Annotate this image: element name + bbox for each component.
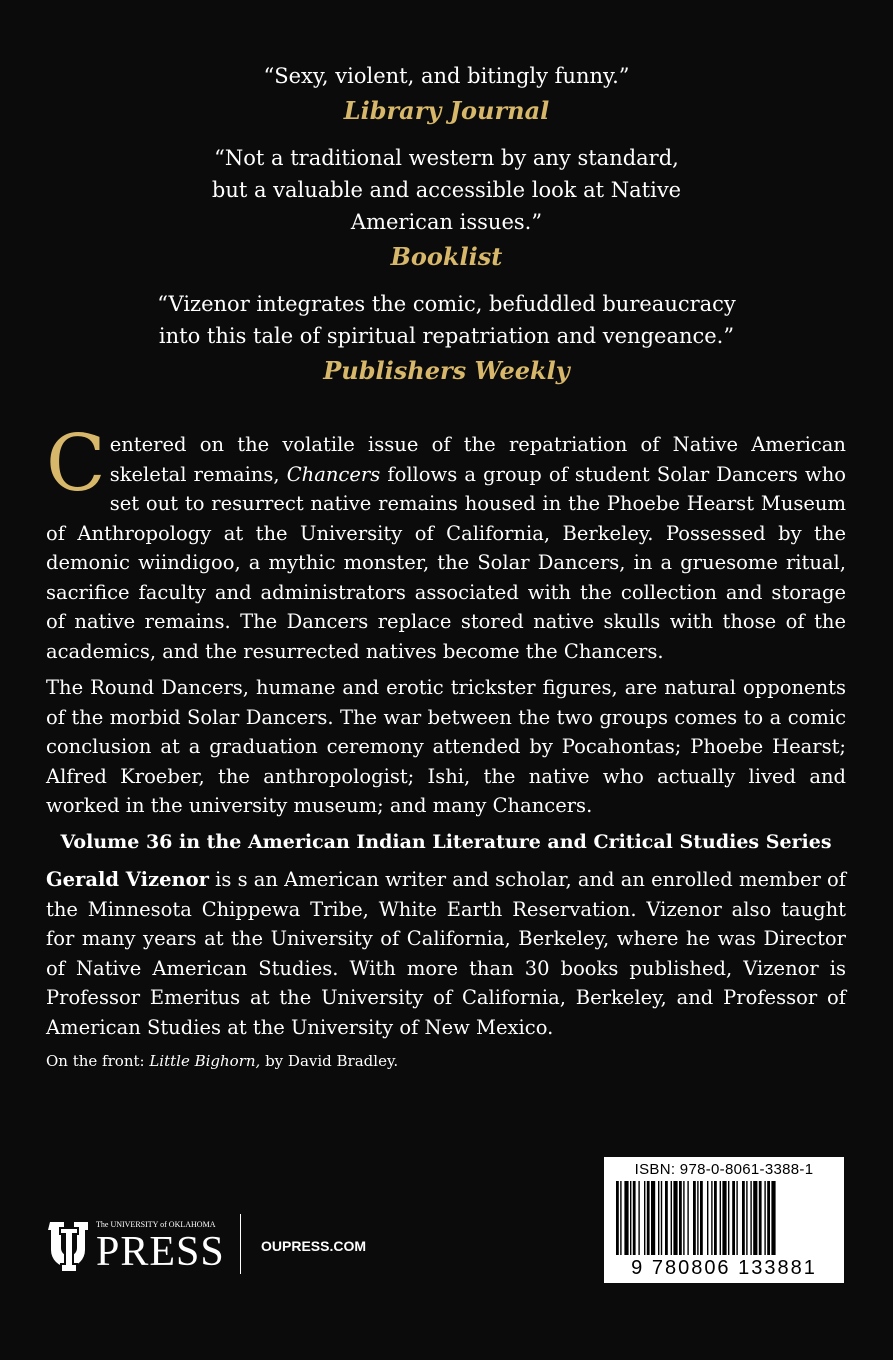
barcode-bar xyxy=(746,1181,747,1255)
credit-title: Little Bighorn, xyxy=(149,1052,261,1070)
isbn-barcode xyxy=(604,1157,844,1283)
barcode-bar xyxy=(720,1181,721,1255)
barcode-bar xyxy=(728,1181,729,1255)
barcode-bar xyxy=(633,1181,636,1255)
author-bio-text: is s an American writer and scholar, and an enrolled member of the Minnesota Chippewa Tribe, White Earth Reservation. Vizenor also taught for many years at the University of California, Berkeley, where he was Director of Native American Studies. With more than 30 books published, Vizenor is Professor Emeritus at the University of California, Berkeley, and Professor of American Studies at the University of New Mexico. xyxy=(46,868,846,1039)
barcode-bar xyxy=(679,1181,682,1255)
barcode-bar xyxy=(647,1181,650,1255)
barcode-bar xyxy=(742,1181,745,1255)
barcode-icon xyxy=(612,1181,836,1259)
barcode-bar xyxy=(707,1181,708,1255)
cover-credit xyxy=(46,1050,846,1072)
barcode-bar xyxy=(711,1181,712,1255)
barcode-bar xyxy=(661,1181,662,1255)
quote-3-source: Publishers Weekly xyxy=(323,356,570,385)
press-word: PRESS xyxy=(96,1229,225,1275)
barcode-bar xyxy=(620,1181,621,1255)
publisher-url: OUPRESS.COM xyxy=(261,1238,367,1254)
barcode-bar xyxy=(673,1181,677,1255)
book-description xyxy=(46,419,846,1079)
barcode-bar xyxy=(732,1181,735,1255)
barcode-bar xyxy=(693,1181,696,1255)
barcode-bar xyxy=(658,1181,659,1255)
barcode-bar xyxy=(700,1181,703,1255)
barcode-bar xyxy=(767,1181,770,1255)
barcode-bar xyxy=(687,1181,688,1255)
barcode-bar xyxy=(697,1181,698,1255)
ou-logo-icon xyxy=(46,1212,92,1278)
quote-3: “Vizenor integrates the comic, befuddled bureaucracy into this tale of spiritual repatriation and vengeance.” xyxy=(157,292,736,348)
barcode-bar xyxy=(753,1181,757,1255)
author-bio xyxy=(46,865,846,1042)
isbn-digits: 9 780806 133881 xyxy=(631,1257,817,1279)
description-paragraph-2: The Round Dancers, humane and erotic trickster figures, are natural opponents of the morbid Solar Dancers. The war between the two groups comes to a comic conclusion at a graduation ceremony attended by Pocahontas; Phoebe Hearst; Alfred Kroeber, the anthropologist; Ishi, the native who actually lived and worked in the university museum; and many Chancers. xyxy=(46,676,846,817)
barcode-bar xyxy=(722,1181,726,1255)
barcode-bar xyxy=(644,1181,645,1255)
review-quotes xyxy=(0,60,893,402)
barcode-bar xyxy=(683,1181,684,1255)
description-paragraph-1 xyxy=(46,419,846,666)
credit-suffix: by David Bradley. xyxy=(260,1052,399,1070)
quote-1: “Sexy, violent, and bitingly funny.” xyxy=(263,64,630,88)
barcode-bar xyxy=(638,1181,639,1255)
isbn-label: ISBN: 978-0-8061-3388-1 xyxy=(634,1161,814,1178)
quote-1-source: Library Journal xyxy=(343,96,550,125)
dropcap: C xyxy=(46,419,106,509)
barcode-bar xyxy=(665,1181,668,1255)
credit-prefix: On the front: xyxy=(46,1052,150,1070)
barcode-bar xyxy=(759,1181,762,1255)
quote-2-source: Booklist xyxy=(390,242,503,271)
logo-divider xyxy=(240,1214,241,1274)
barcode-bar xyxy=(736,1181,737,1255)
barcode-bar xyxy=(771,1181,775,1255)
barcode-bar xyxy=(616,1181,619,1255)
book-title-inline: Chancers xyxy=(286,462,381,486)
quote-2: “Not a traditional western by any standard, but a valuable and accessible look at Native American issues.” xyxy=(211,146,682,234)
description-text-a: entered on the volatile issue of the repatriation of Native American skeletal remains, xyxy=(109,433,846,486)
barcode-bar xyxy=(651,1181,655,1255)
barcode-bar xyxy=(630,1181,631,1255)
barcode-bar xyxy=(624,1181,628,1255)
barcode-bar xyxy=(671,1181,672,1255)
university-line: The UNIVERSITY of OKLAHOMA xyxy=(96,1220,216,1229)
barcode-bar xyxy=(714,1181,717,1255)
barcode-bar xyxy=(750,1181,751,1255)
barcode-bar xyxy=(764,1181,765,1255)
author-name: Gerald Vizenor xyxy=(46,868,209,891)
series-line: Volume 36 in the American Indian Literature and Critical Studies Series xyxy=(60,830,832,853)
description-text-b: follows a group of student Solar Dancers who set out to resurrect native remains housed in the Phoebe Hearst Museum of Anthropology at the University of California, Berkeley. Possessed by the demonic wiindigoo, a mythic monster, the Solar Dancers, in a gruesome ritual, sacrifice faculty and administrators associated with the collection and storage of native remains. The Dancers replace stored native skulls with those of the academics, and the resurrected natives become the Chancers. xyxy=(46,462,846,663)
